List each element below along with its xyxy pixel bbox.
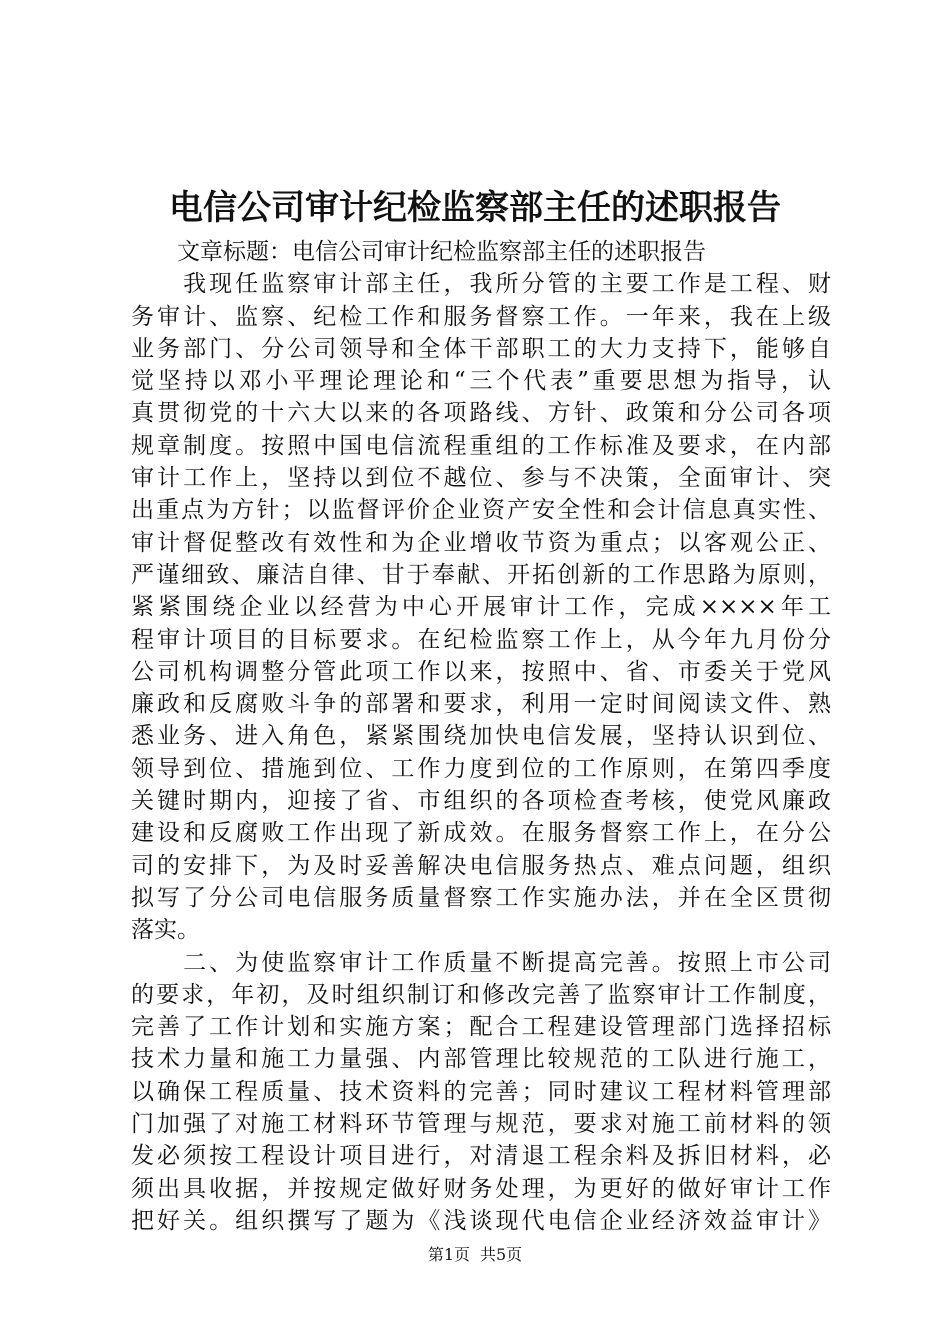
paragraph-line: 以确保工程质量、技术资料的完善；同时建议工程材料管理部 [131,1078,831,1105]
paragraph-line: 程审计项目的目标要求。在纪检监察工作上，从今年九月份分 [131,626,831,653]
paragraph-line: 觉坚持以邓小平理论理论和“三个代表”重要思想为指导，认 [131,368,831,395]
paragraph-line: 悉业务、进入角色，紧紧围绕加快电信发展，坚持认识到位、 [131,723,831,750]
paragraph-line: 业务部门、分公司领导和全体干部职工的大力支持下，能够自 [131,335,831,362]
document-title: 电信公司审计纪检监察部主任的述职报告 [169,188,781,228]
paragraph-line: 审计工作上，坚持以到位不越位、参与不决策，全面审计、突 [131,465,831,492]
paragraph-line: 落实。 [131,917,200,944]
paragraph-line: 发必须按工程设计项目进行，对清退工程余料及拆旧材料，必 [131,1143,831,1170]
paragraph-line: 务审计、监察、纪检工作和服务督察工作。一年来，我在上级 [131,303,831,330]
paragraph-line: 真贯彻党的十六大以来的各项路线、方针、政策和分公司各项 [131,400,831,427]
paragraph-line: 完善了工作计划和实施方案；配合工程建设管理部门选择招标 [131,1014,831,1041]
paragraph-line: 把好关。组织撰写了题为《浅谈现代电信企业经济效益审计》 [131,1207,831,1234]
paragraph-line: 紧紧围绕企业以经营为中心开展审计工作，完成××××年工 [131,594,831,621]
paragraph-line: 规章制度。按照中国电信流程重组的工作标准及要求，在内部 [131,432,831,459]
paragraph-line: 我现任监察审计部主任，我所分管的主要工作是工程、财 [131,271,831,298]
paragraph-line: 二、为使监察审计工作质量不断提高完善。按照上市公司 [131,949,831,976]
paragraph-line: 建设和反腐败工作出现了新成效。在服务督察工作上，在分公 [131,820,831,847]
paragraph-line: 司的安排下，为及时妥善解决电信服务热点、难点问题，组织 [131,852,831,879]
paragraph-line: 技术力量和施工力量强、内部管理比较规范的工队进行施工， [131,1046,831,1073]
page-number: 第1页 [427,1245,470,1264]
paragraph-line: 出重点为方针；以监督评价企业资产安全性和会计信息真实性、 [131,497,831,524]
paragraph-line: 公司机构调整分管此项工作以来，按照中、省、市委关于党风 [131,658,831,685]
page-footer [0,1243,950,1267]
paragraph-line: 须出具收据，并按规定做好财务处理，为更好的做好审计工作 [131,1175,831,1202]
paragraph-line: 文章标题：电信公司审计纪检监察部主任的述职报告 [131,239,706,265]
paragraph-line: 严谨细致、廉洁自律、甘于奉献、开拓创新的工作思路为原则， [131,561,831,588]
document-body [131,236,831,1237]
paragraph-line: 关键时期内，迎接了省、市组织的各项检查考核，使党风廉政 [131,788,831,815]
paragraph-line: 拟写了分公司电信服务质量督察工作实施办法，并在全区贯彻 [131,884,831,911]
paragraph-line: 门加强了对施工材料环节管理与规范，要求对施工前材料的领 [131,1111,831,1138]
paragraph-line: 审计督促整改有效性和为企业增收节资为重点；以客观公正、 [131,529,831,556]
paragraph-line: 廉政和反腐败斗争的部署和要求，利用一定时间阅读文件、熟 [131,691,831,718]
page-total: 共5页 [480,1245,523,1264]
paragraph-line: 领导到位、措施到位、工作力度到位的工作原则，在第四季度 [131,755,831,782]
paragraph-line: 的要求，年初，及时组织制订和修改完善了监察审计工作制度， [131,981,831,1008]
